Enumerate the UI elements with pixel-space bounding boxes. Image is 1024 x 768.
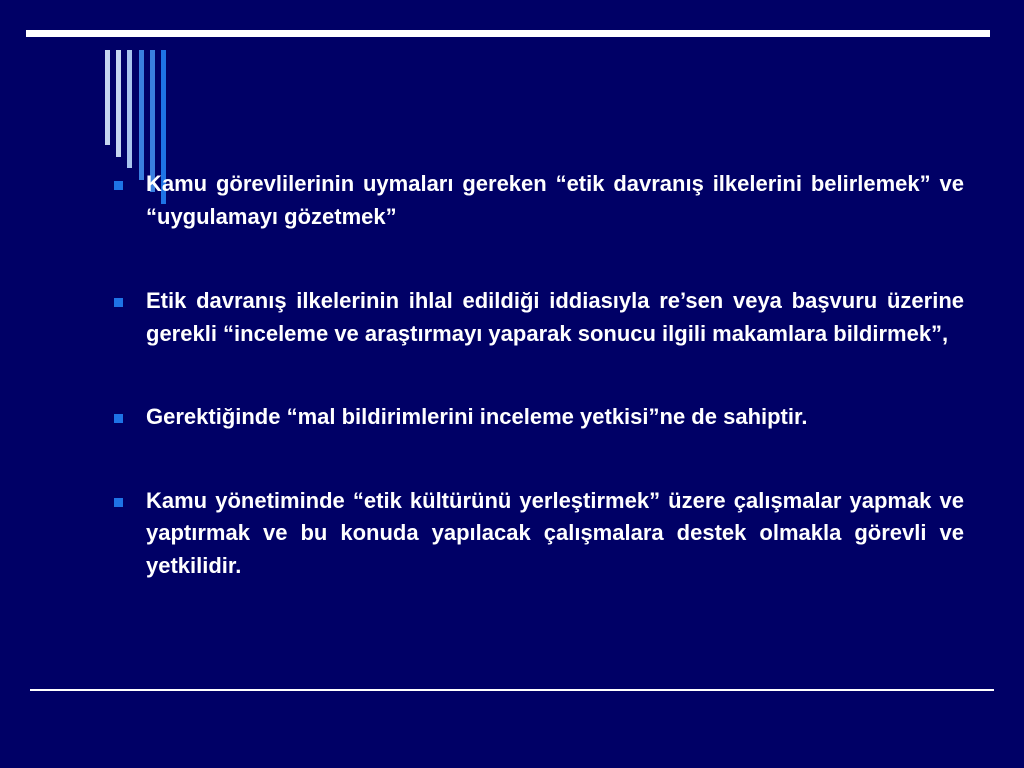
- top-rule-divider: [26, 30, 990, 37]
- square-bullet-icon: [114, 298, 123, 307]
- vertical-bar: [139, 50, 144, 180]
- vertical-bar: [105, 50, 110, 145]
- bullet-text: Etik davranış ilkelerinin ihlal edildiği iddiasıyla re’sen veya başvuru üzerine gerekli “inceleme ve araştırmayı yaparak sonucu ilgili makamlara bildirmek”,: [146, 288, 964, 346]
- square-bullet-icon: [114, 414, 123, 423]
- bullet-item: [114, 168, 964, 233]
- square-bullet-icon: [114, 498, 123, 507]
- vertical-bar: [127, 50, 132, 168]
- bullet-item: [114, 485, 964, 583]
- vertical-bar: [116, 50, 121, 157]
- bullet-text: Kamu yönetiminde “etik kültürünü yerleştirmek” üzere çalışmalar yapmak ve yaptırmak ve bu konuda yapılacak çalışmalara destek olmakla görevli ve yetkilidir.: [146, 487, 964, 578]
- bullet-text: Gerektiğinde “mal bildirimlerini inceleme yetkisi”ne de sahiptir.: [146, 404, 808, 429]
- bullet-item: [114, 285, 964, 350]
- bullet-text: Kamu görevlilerinin uymaları gereken “etik davranış ilkelerini belirlemek” ve “uygulamayı gözetmek”: [146, 171, 964, 229]
- bottom-rule-divider: [30, 689, 994, 691]
- bullet-item: [114, 401, 964, 434]
- bullet-list: [114, 168, 964, 582]
- square-bullet-icon: [114, 181, 123, 190]
